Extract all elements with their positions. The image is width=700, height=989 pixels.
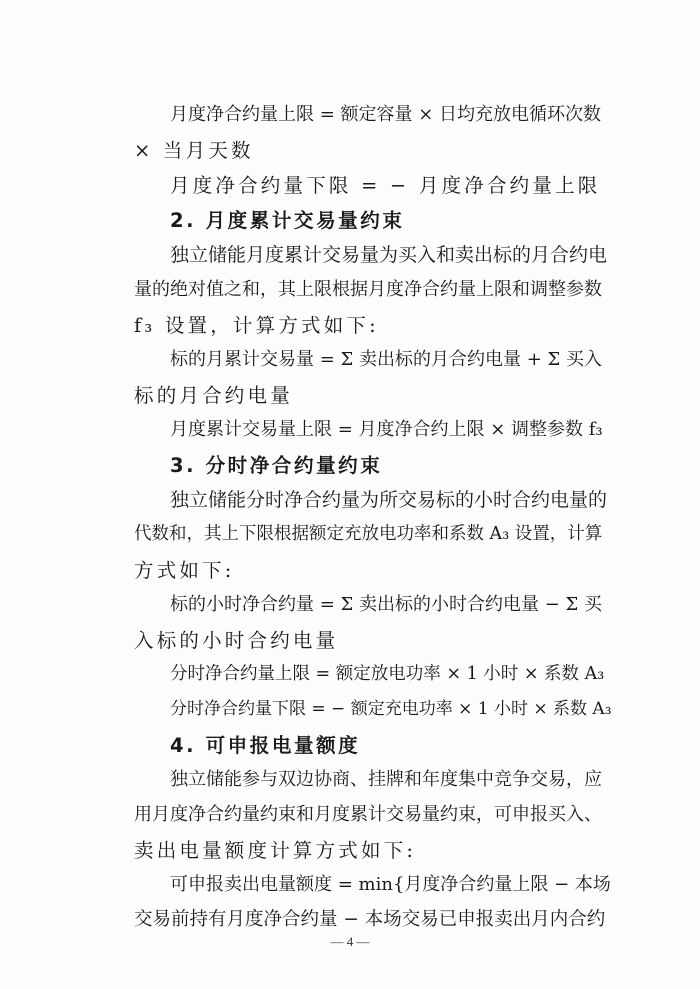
formula-continuation: × 当月天数 bbox=[134, 139, 254, 162]
paragraph-line: 独立储能分时净合约量为所交易标的小时合约电量的 bbox=[170, 489, 608, 511]
formula-continuation: 入标的小时合约电量 bbox=[134, 629, 339, 652]
formula-continuation: 标的月合约电量 bbox=[134, 384, 293, 407]
paragraph-line: 独立储能月度累计交易量为买入和卖出标的月合约电 bbox=[170, 244, 608, 266]
formula-cumulative-upper: 月度累计交易量上限 = 月度净合约上限 × 调整参数 f₃ bbox=[170, 419, 603, 440]
formula-monthly-net-upper: 月度净合约量上限 = 额定容量 × 日均充放电循环次数 bbox=[170, 104, 602, 125]
paragraph-line: 方式如下: bbox=[134, 559, 235, 582]
formula-hourly-upper: 分时净合约量上限 = 额定放电功率 × 1 小时 × 系数 A₃ bbox=[170, 664, 605, 684]
paragraph-line: 卖出电量额度计算方式如下: bbox=[134, 839, 417, 862]
paragraph-line: 用月度净合约量约束和月度累计交易量约束，可申报买入、 bbox=[134, 804, 602, 825]
formula-monthly-net-lower: 月度净合约量下限 = − 月度净合约量上限 bbox=[170, 174, 601, 197]
section-heading-2: 2. 月度累计交易量约束 bbox=[170, 209, 405, 232]
formula-cumulative-volume: 标的月累计交易量 = Σ 卖出标的月合约电量 + Σ 买入 bbox=[170, 349, 602, 370]
section-heading-4: 4. 可申报电量额度 bbox=[170, 734, 361, 757]
paragraph-line: 量的绝对值之和，其上限根据月度净合约量上限和调整参数 bbox=[134, 279, 602, 300]
paragraph-line: 代数和，其上下限根据额定充放电功率和系数 A₃ 设置，计算 bbox=[134, 524, 603, 544]
page-number: — 4 — bbox=[330, 934, 370, 949]
formula-sell-quota: 可申报卖出电量额度 = min{月度净合约量上限 − 本场 bbox=[170, 874, 611, 895]
section-heading-3: 3. 分时净合约量约束 bbox=[170, 454, 383, 477]
formula-hourly-lower: 分时净合约量下限 = − 额定充电功率 × 1 小时 × 系数 A₃ bbox=[170, 699, 612, 719]
paragraph-line: f₃ 设置，计算方式如下: bbox=[134, 314, 379, 337]
formula-continuation: 交易前持有月度净合约量 − 本场交易已申报卖出月内合约 bbox=[134, 909, 606, 930]
formula-hourly-net: 标的小时净合约量 = Σ 卖出标的小时合约电量 − Σ 买 bbox=[170, 594, 602, 615]
paragraph-line: 独立储能参与双边协商、挂牌和年度集中竞争交易，应 bbox=[170, 769, 602, 790]
